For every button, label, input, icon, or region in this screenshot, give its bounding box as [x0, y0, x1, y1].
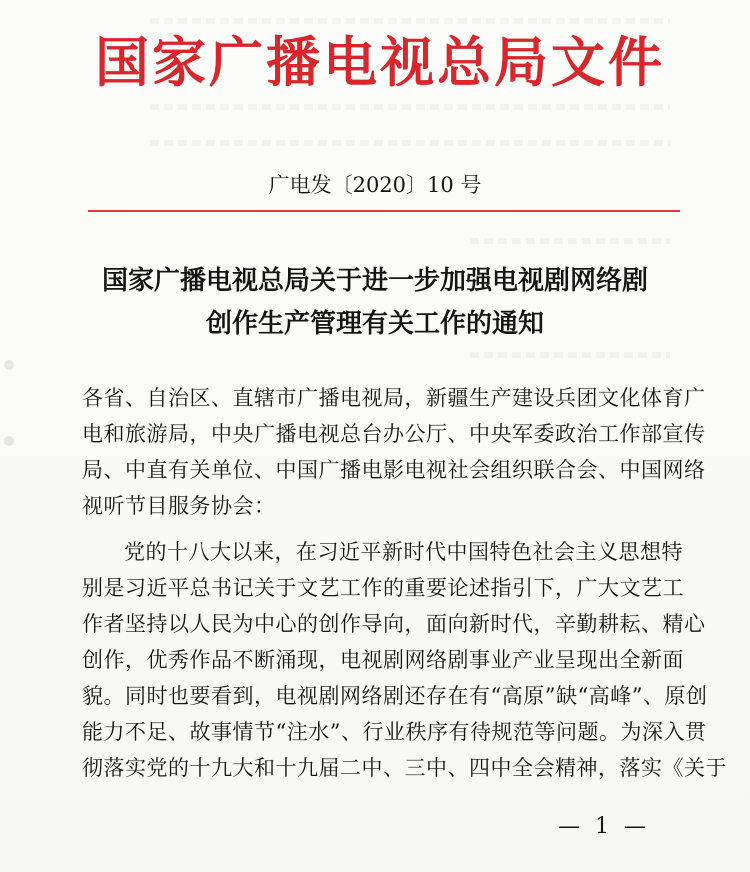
paragraph-line: 貌。同时也要看到，电视剧网络剧还存在有“高原”缺“高峰”、原创: [82, 684, 708, 708]
show-through-texture: [150, 140, 670, 146]
red-separator-line: [88, 210, 680, 212]
paragraph-line: 彻落实党的十九大和十九届二中、三中、四中全会精神，落实《关于: [82, 756, 727, 780]
notice-title-line-1: 国家广播电视总局关于进一步加强电视剧网络剧: [101, 266, 648, 296]
paragraph-line: 作者坚持以人民为中心的创作导向，面向新时代，辛勤耕耘、精心: [82, 612, 706, 636]
show-through-texture: [150, 18, 670, 24]
issuing-authority-header: 国家广播电视总局文件: [95, 30, 665, 94]
recipients-block: [82, 380, 706, 524]
binding-hole: [4, 360, 14, 370]
show-through-texture: [150, 104, 670, 110]
recipients-line: 电和旅游局，中央广播电视总台办公厅、中央军委政治工作部宣传: [82, 422, 706, 446]
recipients-line: 各省、自治区、直辖市广播电视局，新疆生产建设兵团文化体育广: [82, 386, 706, 410]
binding-hole: [4, 436, 14, 446]
paragraph-line: 党的十八大以来，在习近平新时代中国特色社会主义思想特: [124, 540, 683, 564]
recipients-line: 局、中直有关单位、中国广播电影电视社会组织联合会、中国网络: [82, 458, 706, 482]
show-through-texture: [470, 238, 670, 244]
paragraph-line: 能力不足、故事情节“注水”、行业秩序有待规范等问题。为深入贯: [82, 720, 707, 744]
body-paragraph: [82, 534, 727, 786]
notice-title-line-2: 创作生产管理有关工作的通知: [205, 309, 544, 339]
paragraph-line: 创作，优秀作品不断涌现，电视剧网络剧事业产业呈现出全新面: [82, 648, 684, 672]
paragraph-line: 别是习近平总书记关于文艺工作的重要论述指引下，广大文艺工: [82, 576, 684, 600]
recipients-line: 视听节目服务协会：: [82, 494, 276, 518]
document-number: 广电发〔2020〕10 号: [268, 173, 482, 197]
page-number: — 1 —: [558, 814, 650, 839]
show-through-texture: [470, 352, 670, 358]
